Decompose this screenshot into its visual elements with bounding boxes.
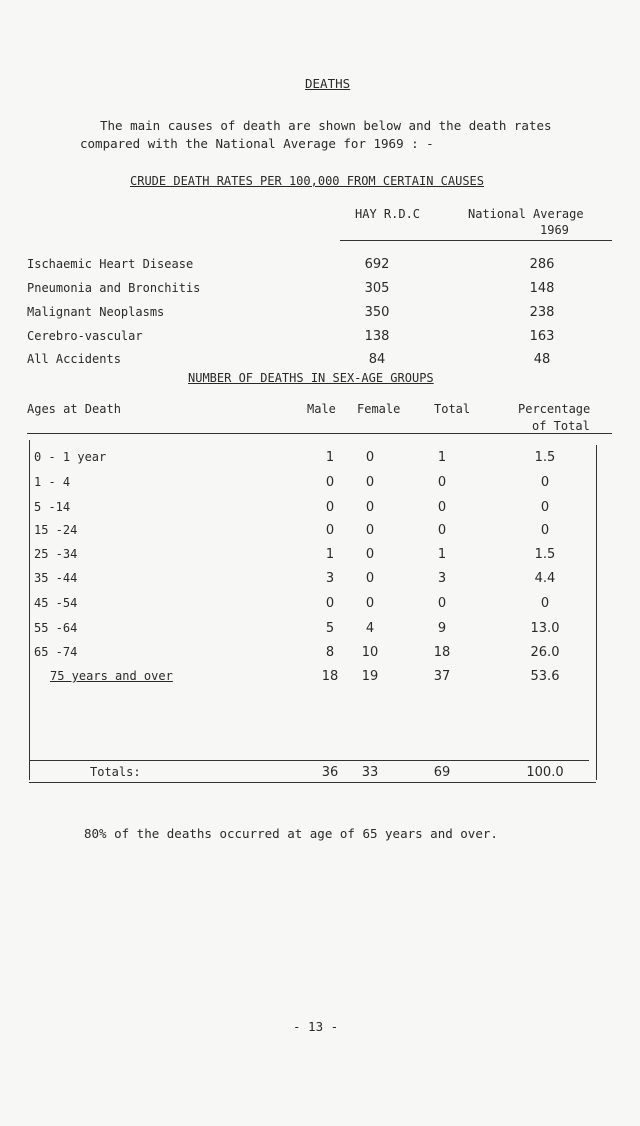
intro-line-1: The main causes of death are shown below and the death rates <box>100 118 552 133</box>
age-group-total: 18 <box>433 645 451 660</box>
crude-row-national-rate: 163 <box>529 329 555 344</box>
age-group-total: 0 <box>437 500 447 515</box>
age-group-pct: 0 <box>540 523 550 538</box>
pre-totals-rule <box>29 760 589 761</box>
age-group-female: 0 <box>365 547 375 562</box>
col-header-year: 1969 <box>540 223 569 237</box>
header-of-total: of Total <box>532 419 590 433</box>
age-group-female: 10 <box>361 645 379 660</box>
age-group-female: 0 <box>365 450 375 465</box>
right-border <box>596 445 597 780</box>
age-group-pct: 0 <box>540 500 550 515</box>
age-group-pct: 1.5 <box>534 450 556 465</box>
age-group-label: 45 -54 <box>34 596 78 610</box>
crude-row-cause: Cerebro-vascular <box>27 329 143 343</box>
crude-row-local-rate: 350 <box>364 305 390 320</box>
age-group-female: 0 <box>365 500 375 515</box>
age-group-male: 3 <box>325 571 335 586</box>
age-group-male: 18 <box>321 669 339 684</box>
totals-female: 33 <box>361 765 379 780</box>
crude-row-local-rate: 84 <box>368 352 386 367</box>
totals-male: 36 <box>321 765 339 780</box>
age-group-label: 65 -74 <box>34 645 78 659</box>
header-female: Female <box>357 402 401 416</box>
totals-label: Totals: <box>90 765 141 779</box>
age-group-total: 1 <box>437 450 447 465</box>
header-age: Ages at Death <box>27 402 121 416</box>
col-header-local: HAY R.D.C <box>355 207 421 221</box>
age-group-pct: 1.5 <box>534 547 556 562</box>
page-heading: DEATHS <box>305 76 351 91</box>
sex-age-header-rule <box>27 433 612 434</box>
crude-rates-title: CRUDE DEATH RATES PER 100,000 FROM CERTAIN CAUSES <box>130 174 485 188</box>
age-group-male: 1 <box>325 450 335 465</box>
age-group-label: 5 -14 <box>34 500 71 514</box>
age-group-total: 1 <box>437 547 447 562</box>
age-group-label: 25 -34 <box>34 547 78 561</box>
left-border <box>29 440 30 780</box>
age-group-label: 0 - 1 year <box>34 450 107 464</box>
totals-total: 69 <box>433 765 451 780</box>
age-group-male: 0 <box>325 596 335 611</box>
age-group-label: 75 years and over <box>50 669 173 683</box>
crude-row-national-rate: 148 <box>529 281 555 296</box>
age-group-male: 0 <box>325 475 335 490</box>
header-percentage: Percentage <box>518 402 591 416</box>
crude-row-national-rate: 286 <box>529 257 555 272</box>
age-group-pct: 26.0 <box>530 645 560 660</box>
crude-row-cause: Malignant Neoplasms <box>27 305 165 319</box>
crude-row-local-rate: 305 <box>364 281 390 296</box>
footer-note: 80% of the deaths occurred at age of 65 years and over. <box>84 826 498 841</box>
age-group-pct: 0 <box>540 475 550 490</box>
age-group-male: 0 <box>325 523 335 538</box>
crude-row-local-rate: 138 <box>364 329 390 344</box>
age-group-pct: 0 <box>540 596 550 611</box>
totals-pct: 100.0 <box>526 765 564 780</box>
age-group-female: 19 <box>361 669 379 684</box>
crude-row-national-rate: 48 <box>533 352 551 367</box>
age-group-male: 8 <box>325 645 335 660</box>
age-group-pct: 4.4 <box>534 571 556 586</box>
crude-row-cause: Pneumonia and Bronchitis <box>27 281 201 295</box>
age-group-female: 0 <box>365 523 375 538</box>
header-male: Male <box>307 402 336 416</box>
intro-line-2: compared with the National Average for 1969 : - <box>80 136 434 151</box>
age-group-male: 1 <box>325 547 335 562</box>
age-group-label: 55 -64 <box>34 621 78 635</box>
header-total: Total <box>434 402 471 416</box>
age-group-total: 9 <box>437 621 447 636</box>
age-group-total: 0 <box>437 523 447 538</box>
totals-rule <box>29 782 596 783</box>
age-group-female: 4 <box>365 621 375 636</box>
age-group-label: 1 - 4 <box>34 475 71 489</box>
col-header-national: National Average <box>468 207 584 221</box>
age-group-female: 0 <box>365 475 375 490</box>
age-group-label: 35 -44 <box>34 571 78 585</box>
age-group-total: 0 <box>437 596 447 611</box>
age-group-female: 0 <box>365 571 375 586</box>
age-group-label: 15 -24 <box>34 523 78 537</box>
age-group-male: 0 <box>325 500 335 515</box>
crude-row-cause: Ischaemic Heart Disease <box>27 257 194 271</box>
age-group-total: 37 <box>433 669 451 684</box>
age-group-male: 5 <box>325 621 335 636</box>
age-group-female: 0 <box>365 596 375 611</box>
age-group-pct: 13.0 <box>530 621 560 636</box>
age-group-pct: 53.6 <box>530 669 560 684</box>
age-group-total: 3 <box>437 571 447 586</box>
crude-row-national-rate: 238 <box>529 305 555 320</box>
age-group-total: 0 <box>437 475 447 490</box>
crude-row-cause: All Accidents <box>27 352 121 366</box>
crude-row-local-rate: 692 <box>364 257 390 272</box>
page-number: - 13 - <box>293 1019 339 1034</box>
sex-age-title: NUMBER OF DEATHS IN SEX-AGE GROUPS <box>188 371 434 385</box>
crude-header-rule <box>340 240 612 241</box>
